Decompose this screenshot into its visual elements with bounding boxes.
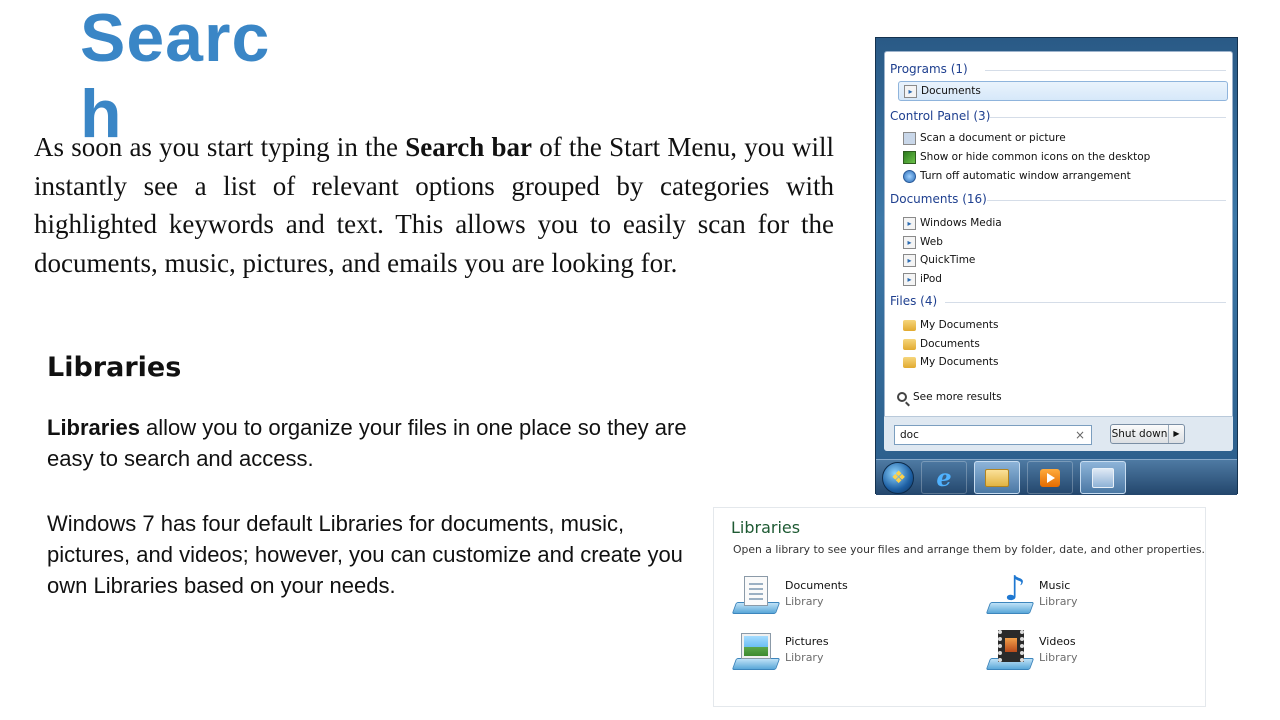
result-my-documents-1[interactable] — [903, 316, 998, 334]
start-orb-icon[interactable] — [882, 462, 914, 494]
library-name: Videos — [1039, 635, 1076, 648]
window-arrange-icon — [903, 170, 916, 183]
library-type: Library — [1039, 595, 1078, 608]
category-files[interactable]: Files (4) — [890, 294, 938, 308]
divider — [990, 117, 1226, 118]
document-icon: ▸ — [903, 273, 916, 286]
result-quicktime[interactable] — [903, 251, 975, 269]
start-search-input[interactable] — [894, 425, 1092, 445]
control-panel-icon[interactable] — [1080, 461, 1126, 494]
music-library-icon — [986, 569, 1034, 620]
result-label: iPod — [920, 273, 942, 285]
search-value: doc — [900, 429, 919, 441]
intro-paragraph — [34, 128, 834, 282]
music-note-icon: ♪ — [1004, 569, 1026, 609]
divider — [987, 200, 1226, 201]
result-documents-program[interactable] — [898, 81, 1228, 101]
search-results-pane — [884, 51, 1233, 451]
control-panel-glyph — [1092, 468, 1114, 488]
shutdown-label: Shut down — [1111, 425, 1169, 443]
result-label: My Documents — [920, 319, 999, 331]
ie-glyph: e — [936, 463, 952, 492]
media-player-icon[interactable] — [1027, 461, 1073, 494]
document-icon: ▸ — [904, 85, 917, 98]
search-icon — [897, 392, 907, 402]
pictures-library-icon — [732, 628, 780, 676]
library-videos[interactable] — [986, 628, 1186, 678]
result-label: Scan a document or picture — [920, 132, 1066, 144]
internet-explorer-icon[interactable] — [921, 461, 967, 494]
library-name: Music — [1039, 579, 1071, 592]
libraries-paragraph-1 — [47, 412, 687, 474]
libraries-bold: Libraries — [47, 415, 140, 440]
result-web[interactable] — [903, 233, 943, 251]
folder-icon — [903, 357, 916, 368]
result-label: Show or hide common icons on the desktop — [920, 151, 1151, 163]
result-label: Web — [920, 236, 943, 248]
result-label: Documents — [920, 338, 980, 350]
folder-icon — [903, 339, 916, 350]
taskbar — [876, 459, 1237, 495]
result-ipod[interactable] — [903, 270, 942, 288]
category-documents[interactable]: Documents (16) — [890, 192, 987, 206]
libraries-paragraph-2: Windows 7 has four default Libraries for documents, music, pictures, and videos; however, you can customize and create you own Libraries based on your needs. — [47, 511, 683, 598]
libraries-heading: Libraries — [47, 352, 182, 383]
libraries-window-subtitle: Open a library to see your files and arrange them by folder, date, and other properties. — [733, 543, 1205, 556]
library-pictures[interactable] — [732, 628, 932, 678]
library-type: Library — [1039, 651, 1078, 664]
play-icon — [1040, 469, 1060, 487]
result-my-documents-2[interactable] — [903, 353, 998, 371]
shutdown-button[interactable] — [1110, 424, 1185, 444]
result-label: QuickTime — [920, 254, 976, 266]
shutdown-options-arrow-icon[interactable]: ▶ — [1173, 429, 1180, 438]
document-icon: ▸ — [903, 236, 916, 249]
result-label: Documents — [921, 85, 981, 97]
see-more-label: See more results — [913, 391, 1002, 403]
libraries-window-screenshot — [713, 507, 1206, 707]
result-windows-media[interactable] — [903, 214, 1002, 232]
libraries-p1-text: allow you to organize your files in one place so they are easy to search and access. — [47, 415, 687, 471]
result-show-hide-icons[interactable] — [903, 148, 1150, 166]
result-window-arrangement[interactable] — [903, 167, 1131, 185]
intro-text-2: of the Start Menu, you will instantly see a list of relevant options grouped by categories with highlighted keywords and text. This allows you to easily scan for the documents, music, pictures, and emails you are looking for. — [34, 132, 835, 278]
divider — [945, 302, 1226, 303]
library-name: Documents — [785, 579, 848, 592]
start-menu-screenshot — [875, 37, 1238, 494]
library-music[interactable] — [986, 569, 1186, 622]
library-type: Library — [785, 651, 824, 664]
result-label: My Documents — [920, 356, 999, 368]
result-scan-document[interactable] — [903, 129, 1066, 147]
desktop-icon — [903, 151, 916, 164]
intro-bold-search-bar: Search bar — [405, 132, 532, 162]
result-documents-folder[interactable] — [903, 335, 980, 353]
library-name: Pictures — [785, 635, 829, 648]
see-more-results-link[interactable] — [897, 391, 1002, 403]
result-label: Turn off automatic window arrangement — [920, 170, 1131, 182]
intro-text-1: As soon as you start typing in the — [34, 132, 406, 162]
slide-title: Search — [80, 0, 271, 152]
libraries-window-title: Libraries — [731, 518, 801, 537]
library-type: Library — [785, 595, 824, 608]
category-control-panel[interactable]: Control Panel (3) — [890, 109, 991, 123]
folder-icon — [903, 320, 916, 331]
start-menu-bottom-bar — [884, 416, 1233, 451]
divider — [985, 70, 1226, 71]
library-documents[interactable] — [732, 572, 932, 622]
scanner-icon — [903, 132, 916, 145]
document-icon: ▸ — [903, 254, 916, 267]
documents-library-icon — [732, 572, 780, 620]
category-programs[interactable]: Programs (1) — [890, 62, 968, 76]
folder-icon — [985, 469, 1009, 487]
videos-library-icon — [986, 628, 1034, 676]
explorer-folder-icon[interactable] — [974, 461, 1020, 494]
result-label: Windows Media — [920, 217, 1002, 229]
document-icon: ▸ — [903, 217, 916, 230]
clear-search-icon[interactable]: × — [1074, 428, 1085, 442]
